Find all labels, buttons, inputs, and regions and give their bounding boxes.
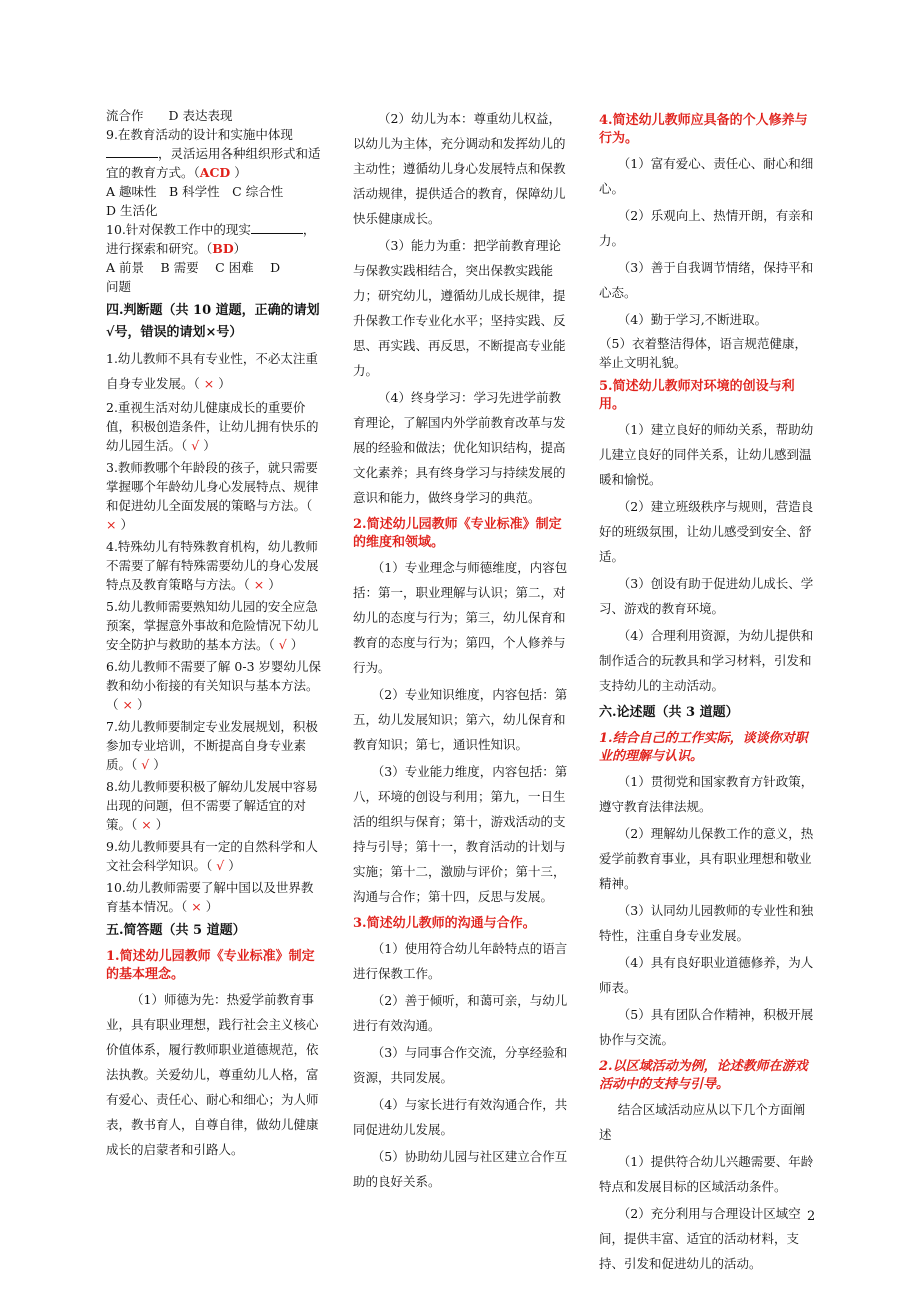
- judgment-item: 7.幼儿教师要制定专业发展规划，积极参加专业培训，不断提高自身专业素质。（ √ ）: [106, 719, 318, 772]
- column-middle: [353, 106, 571, 1196]
- answer-paragraph: （4）合理利用资源，为幼儿提供和制作适合的玩教具和学习材料，引发和支持幼儿的主动活动。: [599, 628, 814, 693]
- blank-line: [251, 221, 303, 234]
- section-title: 四.判断题（共 10 道题，正确的请划√号，错误的请划×号）: [106, 303, 320, 340]
- answer-paragraph: （4）与家长进行有效沟通合作，共同促进幼儿发展。: [353, 1097, 568, 1137]
- answer-paragraph: （1）师德为先：热爱学前教育事业，具有职业理想，践行社会主义核心价值体系，履行教师职业道德规范，依法执教。关爱幼儿，尊重幼儿人格，富有爱心、责任心、耐心和细心；为人师表，教书育人，自尊自律，做幼儿健康成长的启蒙者和引路人。: [106, 992, 319, 1157]
- answer: ACD: [199, 165, 231, 180]
- judgment-item: 4.特殊幼儿有特殊教育机构，幼儿教师不需要了解有特殊需要幼儿的身心发展特点及教育策略与方法。（ × ）: [106, 539, 319, 592]
- question-title: 2.以区域活动为例，论述教师在游戏活动中的支持与引导。: [599, 1059, 808, 1092]
- answer-paragraph: （3）能力为重：把学前教育理论与保教实践相结合，突出保教实践能力；研究幼儿，遵循幼儿成长规律，提升保教工作专业化水平；坚持实践、反思、再实践、再反思，不断提高专业能力。: [353, 238, 566, 378]
- question-title: 1.简述幼儿园教师《专业标准》制定的基本理念。: [106, 949, 315, 982]
- answer-paragraph: （3）与同事合作交流，分享经验和资源，共同发展。: [353, 1045, 568, 1085]
- judgment-item: 6.幼儿教师不需要了解 0-3 岁婴幼儿保教和幼小衔接的有关知识与基本方法。（ × ）: [106, 659, 322, 712]
- judgment-item: 2.重视生活对幼儿健康成长的重要价值，积极创造条件，让幼儿拥有快乐的幼儿园生活。（ √ ）: [106, 400, 319, 453]
- options-line: 流合作 D 表达表现: [106, 108, 233, 123]
- question-title: 2.简述幼儿园教师《专业标准》制定的维度和领域。: [353, 517, 562, 550]
- answer-paragraph: （3）专业能力维度，内容包括：第八，环境的创设与利用；第九，一日生活的组织与保育；第十，游戏活动的支持与引导；第十一，教育活动的计划与实施；第十二，激励与评价；第十三，沟通与合作；第十四，反思与发展。: [353, 764, 568, 904]
- answer-paragraph: （4）勤于学习,不断进取。: [617, 312, 768, 327]
- answer-paragraph: （1）提供符合幼儿兴趣需要、年龄特点和发展目标的区域活动条件。: [599, 1154, 814, 1194]
- judgment-item: 1.幼儿教师不具有专业性，不必太注重自身专业发展。（ × ）: [106, 351, 318, 391]
- answer-paragraph: （1）富有爱心、责任心、耐心和细心。: [599, 156, 814, 196]
- answer-paragraph: （5）具有团队合作精神，积极开展协作与交流。: [599, 1007, 814, 1047]
- answer-paragraph: （2）专业知识维度，内容包括：第五，幼儿发展知识；第六，幼儿保育和教育知识；第七，通识性知识。: [353, 687, 568, 752]
- answer-paragraph: （2）建立班级秩序与规则，营造良好的班级氛围，让幼儿感受到安全、舒适。: [599, 499, 814, 564]
- answer-paragraph: 结合区域活动应从以下几个方面阐述: [599, 1102, 806, 1142]
- question-9-options: D 生活化: [106, 203, 158, 218]
- answer-paragraph: （3）认同幼儿园教师的专业性和独特性，注重自身专业发展。: [599, 903, 814, 943]
- question-9-options: A 趣味性 B 科学性 C 综合性: [106, 184, 284, 199]
- answer-paragraph: （4）终身学习：学习先进学前教育理论，了解国内外学前教育改革与发展的经验和做法；优化知识结构，提高文化素养；具有终身学习与持续发展的意识和能力，做终身学习的典范。: [353, 390, 566, 505]
- question-9: 9.在教育活动的设计和实施中体现，灵活运用各种组织形式和适宜的教育方式。（ACD ）: [106, 127, 321, 180]
- answer-paragraph: （3）善于自我调节情绪，保持平和心态。: [599, 260, 814, 300]
- blank-line: [106, 145, 158, 158]
- answer-paragraph: （5）衣着整洁得体，语言规范健康，举止文明礼貌。: [599, 336, 807, 370]
- question-title: 3.简述幼儿教师的沟通与合作。: [353, 916, 536, 931]
- question-10-options: A 前景 B 需要 C 困难 D: [106, 260, 281, 275]
- section-title: 六.论述题（共 3 道题）: [599, 705, 739, 720]
- question-10-options: 问题: [106, 279, 132, 294]
- answer-paragraph: （2）充分利用与合理设计区域空间，提供丰富、适宜的活动材料，支持、引发和促进幼儿的活动。: [599, 1206, 801, 1271]
- answer-paragraph: （1）专业理念与师德维度，内容包括：第一，职业理解与认识；第二，对幼儿的态度与行为；第三，幼儿保育和教育的态度与行为；第四，个人修养与行为。: [353, 560, 568, 675]
- column-right: [599, 106, 817, 1278]
- question-10: 10.针对保教工作中的现实 ，进行探索和研究。（BD）: [106, 222, 316, 256]
- answer-paragraph: （1）建立良好的师幼关系，帮助幼儿建立良好的同伴关系，让幼儿感到温暖和愉悦。: [599, 422, 814, 487]
- column-left: [106, 106, 324, 1164]
- answer-paragraph: （2）善于倾听，和蔼可亲，与幼儿进行有效沟通。: [353, 993, 568, 1033]
- page-number: 2: [807, 1209, 816, 1224]
- answer-paragraph: （1）使用符合幼儿年龄特点的语言进行保教工作。: [353, 941, 568, 981]
- judgment-item: 10.幼儿教师需要了解中国以及世界教育基本情况。（ × ）: [106, 880, 314, 914]
- answer-paragraph: （2）幼儿为本：尊重幼儿权益，以幼儿为主体，充分调动和发挥幼儿的主动性；遵循幼儿身心发展特点和保教活动规律，提供适合的教育，保障幼儿快乐健康成长。: [353, 111, 566, 226]
- judgment-item: 9.幼儿教师要具有一定的自然科学和人文社会科学知识。（ √ ）: [106, 839, 318, 873]
- judgment-item: 5.幼儿教师需要熟知幼儿园的安全应急预案，掌握意外事故和危险情况下幼儿安全防护与救助的基本方法。（ √ ）: [106, 599, 319, 652]
- judgment-item: 8.幼儿教师要积极了解幼儿发展中容易出现的问题，但不需要了解适宜的对策。（ × ）: [106, 779, 318, 832]
- answer-paragraph: （2）理解幼儿保教工作的意义，热爱学前教育事业，具有职业理想和敬业精神。: [599, 826, 814, 891]
- answer: BD: [212, 241, 234, 256]
- question-title: 4.简述幼儿教师应具备的个人修养与行为。: [599, 113, 808, 146]
- section-title: 五.简答题（共 5 道题）: [106, 923, 246, 938]
- answer-paragraph: （2）乐观向上、热情开朗，有亲和力。: [599, 208, 814, 248]
- answer-paragraph: （5）协助幼儿园与社区建立合作互助的良好关系。: [353, 1149, 568, 1189]
- question-title: 1.结合自己的工作实际，谈谈你对职业的理解与认识。: [599, 731, 808, 764]
- question-title: 5.简述幼儿教师对环境的创设与利用。: [599, 379, 795, 412]
- answer-paragraph: （3）创设有助于促进幼儿成长、学习、游戏的教育环境。: [599, 576, 814, 616]
- answer-paragraph: （4）具有良好职业道德修养，为人师表。: [599, 955, 814, 995]
- answer-paragraph: （1）贯彻党和国家教育方针政策，遵守教育法律法规。: [599, 774, 814, 814]
- judgment-item: 3.教师教哪个年龄段的孩子，就只需要掌握哪个年龄幼儿身心发展特点、规律和促进幼儿全面发展的策略与方法。（ × ）: [106, 460, 319, 532]
